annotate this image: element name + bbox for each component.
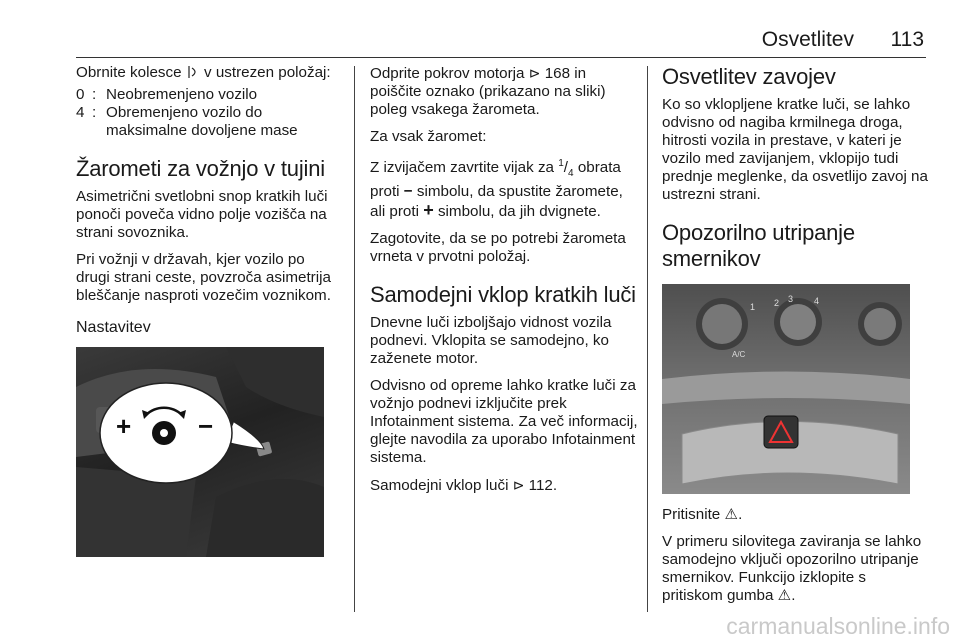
plus-label: + (116, 411, 132, 441)
dial-label: 4 (814, 296, 820, 306)
page-reference[interactable]: 112. (528, 477, 558, 495)
headlight-adjustment-figure (76, 347, 324, 557)
paragraph: Ko so vklopljene kratke luči, se lahko odvisno od nagiba krmilnega droga, hitrosti vozila in prestave, v kateri je vozilo med zavijanjem, vklopijo tudi prednje meglenke, da osvetlijo zavoj na ustrezni strani. (662, 96, 928, 203)
intro-paragraph: Obrnite kolesce v ustrezen položaj: (76, 64, 331, 81)
paragraph: Pri vožnji v državah, kjer vozilo po drugi strani ceste, povzroča asimetrija bleščanje nasproti vozečim voznikom. (76, 251, 331, 304)
page-number: 113 (890, 28, 924, 51)
list-item: 4 : Obremenjeno vozilo do maksimalne dovoljene mase (76, 104, 298, 139)
section-heading: Žarometi za vožnjo v tujini (76, 156, 325, 181)
paragraph: Pritisnite ⚠. (662, 506, 743, 523)
header-rule (76, 57, 926, 58)
section-heading: Opozorilno utripanje smernikov (662, 220, 855, 271)
minus-label: − (198, 411, 214, 441)
paragraph: Z izvijačem zavrtite vijak za $^1/_4$ obrata proti − simbolu, da spustite žaromete, ali proti + simbolu, da jih dvignete. (370, 158, 623, 221)
column-divider (354, 66, 355, 612)
page-reference[interactable]: 168 (544, 65, 571, 82)
column-1 (76, 64, 342, 557)
page-header (76, 24, 926, 58)
section-title: Osvetlitev (761, 28, 854, 51)
dial-label: A/C (732, 350, 746, 359)
section-heading: Osvetlitev zavojev (662, 64, 836, 89)
dashboard-illustration (662, 284, 910, 494)
paragraph: V primeru silovitega zaviranja se lahko samodejno vključi opozorilno utripanje smernikov. Funkcijo izklopite s pritiskom gumba ⚠. (662, 533, 922, 604)
dial-label: 1 (750, 302, 756, 312)
cross-reference-icon: ⊳ (512, 477, 525, 494)
leveling-wheel-icon (186, 65, 200, 79)
dial-label: 2 (774, 298, 780, 308)
dial-label: 3 (788, 294, 794, 304)
column-divider (647, 66, 648, 612)
subheading: Nastavitev (76, 319, 151, 336)
list-item: 0 : Neobremenjeno vozilo (76, 86, 258, 103)
minus-icon: − (403, 183, 413, 201)
watermark: carmanualsonline.info (726, 613, 950, 639)
cross-reference-icon: ⊳ (528, 65, 541, 81)
hazard-icon: ⚠ (724, 506, 739, 523)
plus-icon: + (423, 200, 434, 221)
paragraph: Za vsak žaromet: (370, 128, 487, 145)
engine-bay-illustration (76, 347, 324, 557)
paragraph: Odprite pokrov motorja ⊳ 168 in poiščite oznako (prikazano na sliki) poleg vsakega žarometa. (370, 65, 606, 118)
paragraph: Odvisno od opreme lahko kratke luči za vožnjo podnevi izključite prek Infotainment sistema. Za več informacij, glejte navodila za uporabo Infotainment sistema. (370, 377, 638, 467)
hazard-switch-figure (662, 284, 910, 494)
paragraph: Asimetrični svetlobni snop kratkih luči ponoči poveča vidno polje vozišča na strani sovoznika. (76, 188, 328, 241)
level-list (76, 86, 342, 140)
paragraph: Samodejni vklop luči ⊳ 112. (370, 477, 558, 495)
paragraph: Zagotovite, da se po potrebi žarometa vrneta v prvotni položaj. (370, 230, 626, 266)
column-2 (370, 64, 638, 504)
hazard-icon: ⚠ (777, 587, 792, 604)
section-heading: Samodejni vklop kratkih luči (370, 282, 636, 308)
paragraph: Dnevne luči izboljšajo vidnost vozila podnevi. Vklopita se samodejno, ko zaženete motor. (370, 314, 612, 368)
column-3 (662, 64, 928, 614)
